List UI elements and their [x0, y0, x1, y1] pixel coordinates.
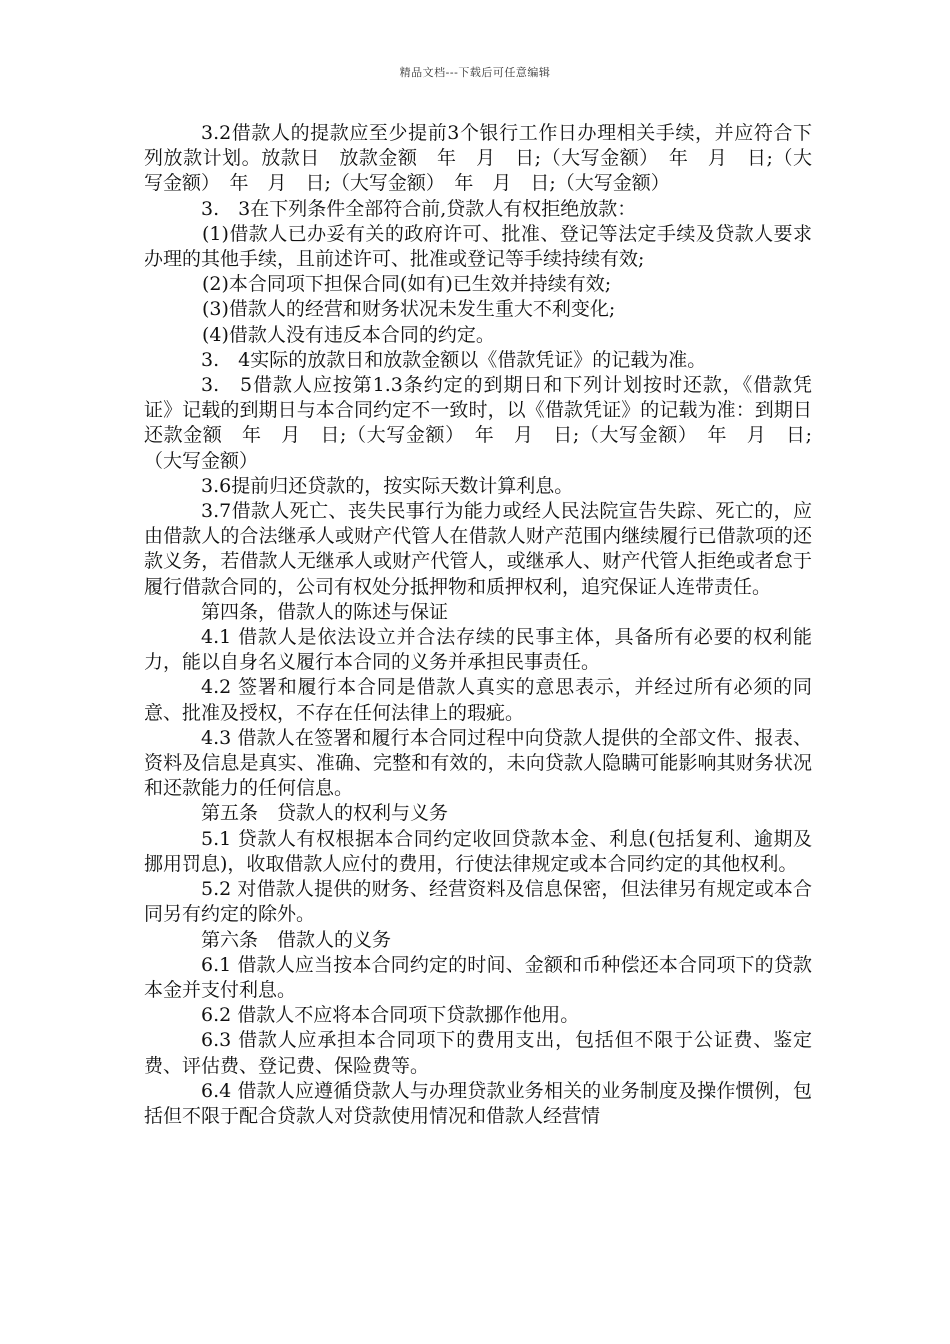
clause-5-1: 5.1 贷款人有权根据本合同约定收回贷款本金、利息(包括复利、逾期及挪用罚息)，收取借款人应付的费用，行使法律规定或本合同约定的其他权利。 — [144, 827, 812, 875]
clause-3-7: 3.7借款人死亡、丧失民事行为能力或经人民法院宣告失踪、死亡的，应由借款人的合法继承人或财产代管人在借款人财产范围内继续履行已借款项的还款义务，若借款人无继承人或财产代管人，或继承人、财产代管人拒绝或者怠于履行借款合同的，公司有权处分抵押物和质押权利，追究保证人连带责任。 — [144, 500, 812, 598]
clause-3-4: 3. 4实际的放款日和放款金额以《借款凭证》的记载为准。 — [201, 348, 707, 371]
clause-3-3-item-1: (1)借款人已办妥有关的政府许可、批准、登记等法定手续及贷款人要求办理的其他手续，且前述许可、批准或登记等手续持续有效; — [144, 222, 812, 271]
clause-3-3-item-3: (3)借款人的经营和财务状况未发生重大不利变化; — [202, 298, 616, 321]
clause-4-1: 4.1 借款人是依法设立并合法存续的民事主体，具备所有必要的权利能力，能以自身名义履行本合同的义务并承担民事责任。 — [144, 626, 812, 674]
clause-4-2: 4.2 签署和履行本合同是借款人真实的意思表示，并经过所有必须的同意、批准及授权，不存在任何法律上的瑕疵。 — [144, 676, 812, 724]
clause-6-2: 6.2 借款人不应将本合同项下贷款挪作他用。 — [201, 1004, 580, 1027]
clause-4-3: 4.3 借款人在签署和履行本合同过程中向贷款人提供的全部文件、报表、资料及信息是真实、准确、完整和有效的，未向贷款人隐瞒可能影响其财务状况和还款能力的任何信息。 — [144, 726, 812, 800]
page-header: 精品文档---下载后可任意编辑 — [399, 66, 551, 79]
clause-5-2: 5.2 对借款人提供的财务、经营资料及信息保密，但法律另有规定或本合同另有约定的除外。 — [144, 878, 812, 926]
clause-3-3: 3. 3在下列条件全部符合前,贷款人有权拒绝放款： — [201, 197, 637, 220]
clause-3-6: 3.6提前归还贷款的，按实际天数计算利息。 — [201, 474, 574, 497]
clause-3-2: 3.2借款人的提款应至少提前3个银行工作日办理相关手续，并应符合下列放款计划。放款日 放款金额 年 月 日;（大写金额） 年 月 日;（大写金额） 年 月 日;（大写金额） 年 月 日;（大写金额） — [144, 122, 812, 195]
clause-6-3: 6.3 借款人应承担本合同项下的费用支出，包括但不限于公证费、鉴定费、评估费、登记费、保险费等。 — [144, 1029, 812, 1077]
clause-6-4: 6.4 借款人应遵循贷款人与办理贷款业务相关的业务制度及操作惯例，包括但不限于配合贷款人对贷款使用情况和借款人经营情 — [144, 1079, 812, 1127]
document-body — [144, 121, 832, 1129]
article-5-heading: 第五条 贷款人的权利与义务 — [201, 802, 449, 825]
clause-3-3-item-4: (4)借款人没有违反本合同的约定。 — [202, 323, 495, 346]
article-6-heading: 第六条 借款人的义务 — [201, 928, 392, 951]
clause-3-3-item-2: (2)本合同项下担保合同(如有)已生效并持续有效; — [202, 273, 612, 296]
article-4-heading: 第四条，借款人的陈述与保证 — [201, 600, 449, 623]
clause-6-1: 6.1 借款人应当按本合同约定的时间、金额和币种偿还本合同项下的贷款本金并支付利息。 — [144, 953, 812, 1001]
clause-3-5: 3. 5借款人应按第1.3条约定的到期日和下列计划按时还款，《借款凭证》记载的到期日与本合同约定不一致时，以《借款凭证》的记载为准：到期日 还款金额 年 月 日;（大写金额） 年 月 日;（大写金额） 年 月 日;（大写金额） — [144, 374, 832, 472]
